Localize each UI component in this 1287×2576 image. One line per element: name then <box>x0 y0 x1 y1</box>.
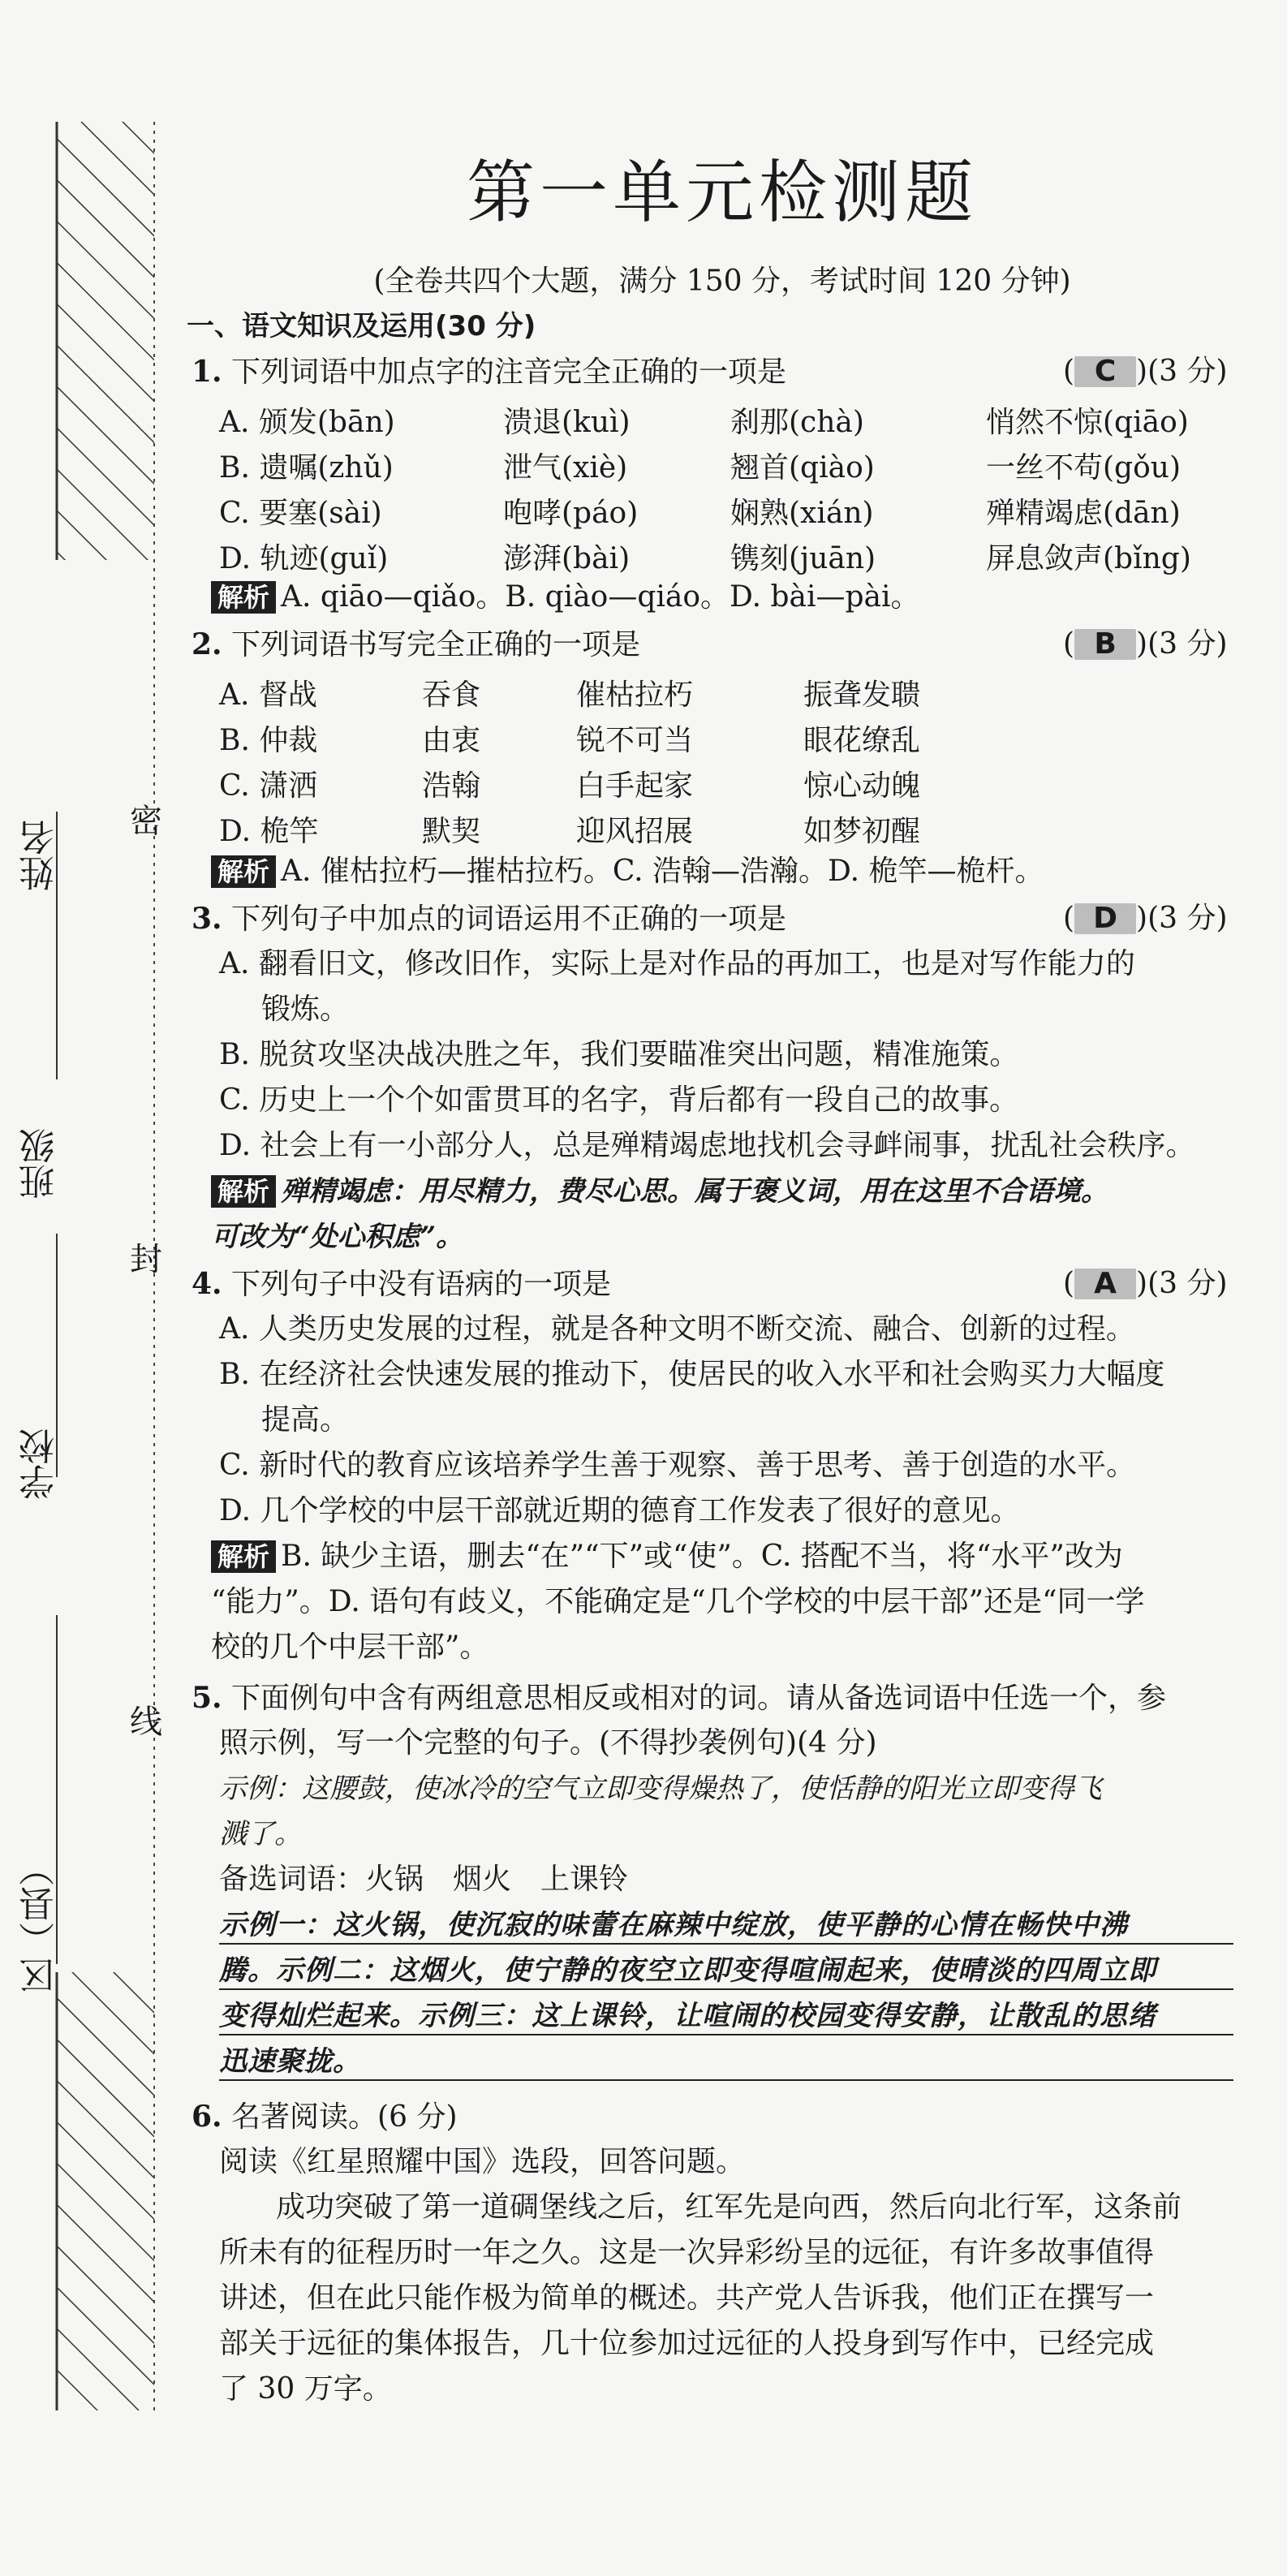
q3-score: (3 分) <box>1147 902 1228 935</box>
analysis-tag: 解析 <box>211 855 276 888</box>
q2-answer-box: ( B )(3 分) <box>1063 627 1228 661</box>
q4-opt-b: B. 在经济社会快速发展的推动下，使居民的收入水平和社会购买力大幅度 <box>219 1358 1165 1391</box>
q3-analysis <box>211 1174 1108 1209</box>
q1-opt-c4: 殚精竭虑(dān) <box>986 497 1181 530</box>
class-label: 班级 <box>19 1128 61 1200</box>
q1-opt-d1: D. 轨迹(guǐ) <box>219 542 389 575</box>
q2-stem <box>192 627 640 663</box>
q4-stem <box>192 1266 611 1303</box>
q5-number: 5. <box>192 1681 222 1715</box>
page-title: 第一单元检测题 <box>466 153 978 232</box>
q4-number: 4. <box>192 1267 222 1301</box>
q4-answer: A <box>1074 1269 1136 1299</box>
q5-answer-line: 示例一：这火锅，使沉寂的味蕾在麻辣中绽放，使平静的心情在畅快中沸 <box>219 1907 1233 1945</box>
binding-hatch <box>0 0 187 2576</box>
q2-analysis <box>211 854 1044 890</box>
q4-opt-c: C. 新时代的教育应该培养学生善于观察、善于思考、善于创造的水平。 <box>219 1449 1136 1482</box>
q4-opt-b-cont: 提高。 <box>261 1403 350 1437</box>
q1-stem <box>192 354 786 390</box>
q6-passage-line: 部关于远征的集体报告，几十位参加过远征的人投身到写作中，已经完成 <box>219 2327 1155 2360</box>
q1-opt-d2: 澎湃(bài) <box>503 542 631 575</box>
q4-opt-a: A. 人类历史发展的过程，就是各种文明不断交流、融合、创新的过程。 <box>219 1312 1135 1346</box>
q1-opt-c2: 咆哮(páo) <box>503 497 639 530</box>
q3-stem <box>192 901 786 937</box>
q2-opt-d2: 默契 <box>422 815 481 848</box>
q5-text: 下面例句中含有两组意思相反或相对的词。请从备选词语中任选一个，参 <box>231 1682 1167 1715</box>
q4-analysis-text: B. 缺少主语，删去“在”“下”或“使”。C. 搭配不当，将“水平”改为 <box>281 1540 1123 1573</box>
q2-score: (3 分) <box>1147 627 1228 661</box>
q6-intro: 阅读《红星照耀中国》选段，回答问题。 <box>219 2145 746 2178</box>
q1-number: 1. <box>192 355 222 389</box>
q3-text: 下列句子中加点的词语运用不正确的一项是 <box>231 902 787 936</box>
q1-opt-d4: 屏息敛声(bǐng) <box>986 542 1191 575</box>
q5-example-cont: 溅了。 <box>219 1818 302 1850</box>
q3-opt-a-cont: 锻炼。 <box>261 993 350 1026</box>
q2-opt-d3: 迎风招展 <box>576 815 694 848</box>
q6-stem <box>192 2099 458 2135</box>
q1-score: (3 分) <box>1147 355 1228 388</box>
q2-opt-d4: 如梦初醒 <box>803 815 921 848</box>
q3-opt-d: D. 社会上有一小部分人，总是殚精竭虑地找机会寻衅闹事，扰乱社会秩序。 <box>219 1129 1195 1162</box>
q1-answer-box: ( C )(3 分) <box>1063 355 1228 388</box>
q4-analysis-cont2: 校的几个中层干部”。 <box>211 1630 489 1664</box>
seal-char-xian: 线 <box>130 1704 162 1741</box>
q4-opt-d: D. 几个学校的中层干部就近期的德育工作发表了很好的意见。 <box>219 1494 1020 1527</box>
q2-analysis-text: A. 催枯拉朽—摧枯拉朽。C. 浩翰—浩瀚。D. 桅竿—桅杆。 <box>281 855 1044 888</box>
q6-text: 名著阅读。(6 分) <box>231 2100 458 2134</box>
q1-opt-b2: 泄气(xiè) <box>503 451 628 485</box>
q2-answer: B <box>1074 629 1136 660</box>
q1-opt-a2: 溃退(kuì) <box>503 406 631 439</box>
q5-answer-line: 迅速聚拢。 <box>219 2044 1233 2081</box>
q2-opt-a3: 催枯拉朽 <box>576 678 694 712</box>
q4-analysis <box>211 1539 1123 1574</box>
q6-passage-line: 所未有的征程历时一年之久。这是一次异彩纷呈的远征，有许多故事值得 <box>219 2236 1155 2269</box>
q2-opt-b4: 眼花缭乱 <box>803 724 921 757</box>
q5-stem <box>192 1680 1166 1717</box>
name-label: 姓名 <box>19 820 61 891</box>
q6-passage-line: 了 30 万字。 <box>219 2372 392 2406</box>
q2-number: 2. <box>192 627 222 661</box>
analysis-tag: 解析 <box>211 1540 276 1573</box>
q6-number: 6. <box>192 2100 222 2134</box>
q1-analysis-text: A. qiāo—qiǎo。B. qiào—qiáo。D. bài—pài。 <box>281 580 920 614</box>
q6-passage-line: 讲述，但在此只能作极为简单的概述。共产党人告诉我，他们正在撰写一 <box>219 2281 1155 2315</box>
q2-opt-a1: A. 督战 <box>219 678 317 712</box>
seal-char-feng: 封 <box>130 1241 162 1278</box>
q2-opt-b2: 由衷 <box>422 724 481 757</box>
seal-char-mi: 密 <box>130 803 162 840</box>
q4-analysis-cont1: “能力”。D. 语句有歧义，不能确定是“几个学校的中层干部”还是“同一学 <box>211 1585 1145 1618</box>
q3-answer-box: ( D )(3 分) <box>1063 902 1228 935</box>
q3-number: 3. <box>192 902 222 936</box>
q1-analysis <box>211 579 920 615</box>
q2-opt-c2: 浩翰 <box>422 769 481 803</box>
q1-text: 下列词语中加点字的注音完全正确的一项是 <box>231 355 787 389</box>
q3-opt-c: C. 历史上一个个如雷贯耳的名字，背后都有一段自己的故事。 <box>219 1083 1019 1117</box>
q2-opt-d1: D. 桅竿 <box>219 815 319 848</box>
q2-opt-a2: 吞食 <box>422 678 481 712</box>
q5-stem-cont: 照示例，写一个完整的句子。(不得抄袭例句)(4 分) <box>219 1726 877 1760</box>
analysis-tag: 解析 <box>211 1175 276 1208</box>
q4-text: 下列句子中没有语病的一项是 <box>231 1268 612 1301</box>
q6-passage-line: 成功突破了第一道碉堡线之后，红军先是向西，然后向北行军，这条前 <box>276 2190 1182 2224</box>
q2-opt-c3: 白手起家 <box>576 769 694 803</box>
q2-opt-c4: 惊心动魄 <box>803 769 921 803</box>
q4-score: (3 分) <box>1147 1267 1228 1300</box>
q1-opt-b4: 一丝不苟(gǒu) <box>986 451 1181 485</box>
q1-opt-a4: 悄然不惊(qiāo) <box>986 406 1189 439</box>
q2-opt-b1: B. 仲裁 <box>219 724 318 757</box>
analysis-tag: 解析 <box>211 581 276 614</box>
q3-answer: D <box>1074 903 1136 934</box>
section-heading: 一、语文知识及运用(30 分) <box>187 310 536 342</box>
q3-opt-a: A. 翻看旧文，修改旧作，实际上是对作品的再加工，也是对写作能力的 <box>219 947 1135 980</box>
q3-analysis-text: 殚精竭虑：用尽精力，费尽心思。属于褒义词，用在这里不合语境。 <box>281 1175 1109 1208</box>
binding-margin <box>0 0 187 2576</box>
q1-opt-b3: 翘首(qiào) <box>730 451 875 485</box>
q2-opt-a4: 振聋发聩 <box>803 678 921 712</box>
q1-opt-d3: 镌刻(juān) <box>730 542 876 575</box>
q1-opt-a3: 刹那(chà) <box>730 406 864 439</box>
q1-answer: C <box>1074 356 1136 387</box>
q2-text: 下列词语书写完全正确的一项是 <box>231 628 641 661</box>
q5-answer-line: 变得灿烂起来。示例三：这上课铃，让喧闹的校园变得安静，让散乱的思绪 <box>219 1998 1233 2035</box>
q1-opt-b1: B. 遗嘱(zhǔ) <box>219 451 394 485</box>
q2-opt-b3: 锐不可当 <box>576 724 694 757</box>
q1-opt-a1: A. 颁发(bān) <box>219 406 395 439</box>
q1-opt-c3: 娴熟(xián) <box>730 497 874 530</box>
q5-example: 示例：这腰鼓，使冰冷的空气立即变得燥热了，使恬静的阳光立即变得飞 <box>219 1773 1102 1805</box>
q3-analysis-cont: 可改为“处心积虑”。 <box>211 1221 464 1253</box>
exam-info: (全卷共四个大题，满分 150 分，考试时间 120 分钟) <box>373 265 1071 298</box>
school-label: 学校 <box>19 1428 61 1500</box>
district-label: 区（县） <box>19 1850 61 1993</box>
q1-opt-c1: C. 要塞(sài) <box>219 497 382 530</box>
q3-opt-b: B. 脱贫攻坚决战决胜之年，我们要瞄准突出问题，精准施策。 <box>219 1038 1019 1071</box>
q2-opt-c1: C. 潇洒 <box>219 769 318 803</box>
q5-candidates: 备选词语：火锅 烟火 上课铃 <box>219 1863 629 1896</box>
q5-answer-line: 腾。示例二：这烟火，使宁静的夜空立即变得喧闹起来，使晴淡的四周立即 <box>219 1953 1233 1990</box>
q4-answer-box: ( A )(3 分) <box>1063 1267 1228 1300</box>
